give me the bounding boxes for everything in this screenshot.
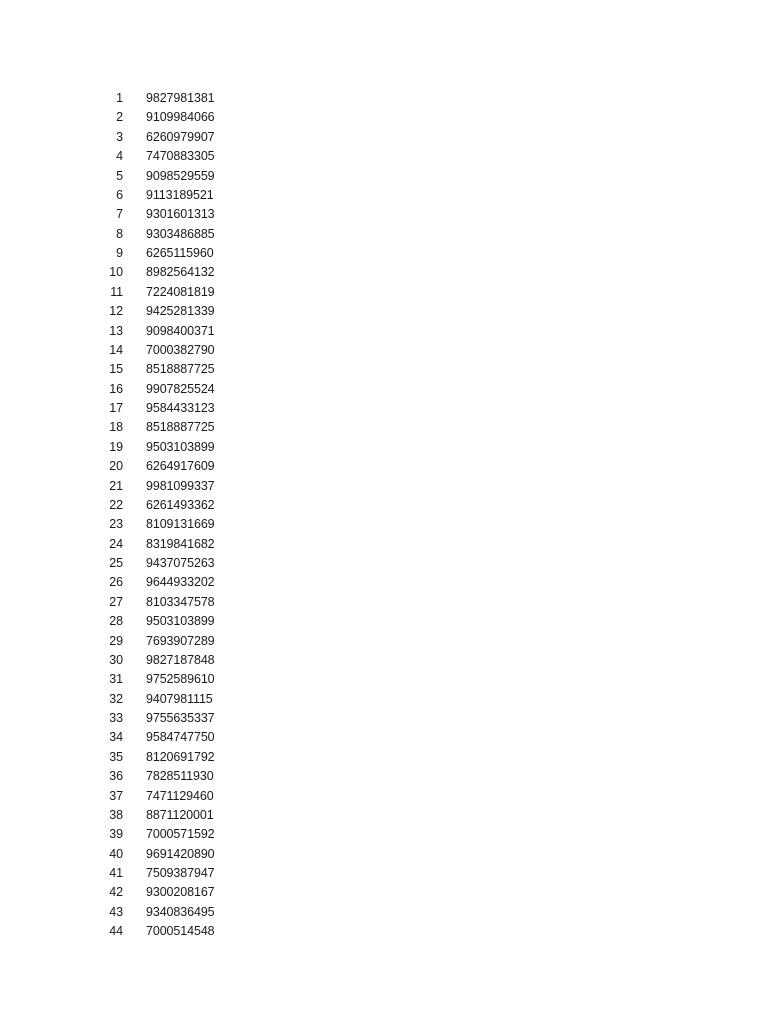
table-row: [96, 709, 236, 728]
table-row: [96, 167, 236, 186]
table-row: [96, 535, 236, 554]
phone-number: 8518887725: [146, 420, 215, 435]
phone-number: 9827187848: [146, 652, 215, 667]
row-index: 8: [116, 226, 123, 241]
column-gap: [123, 283, 146, 302]
column-gap: [123, 651, 146, 670]
phone-number: 9981099337: [146, 478, 215, 493]
row-index: 11: [110, 284, 123, 299]
row-index: 4: [116, 149, 123, 164]
table-row: [96, 283, 236, 302]
table-row: [96, 593, 236, 612]
row-index: 29: [109, 633, 123, 648]
row-index: 32: [109, 691, 123, 706]
column-gap: [123, 787, 146, 806]
table-row: [96, 496, 236, 515]
phone-number: 9425281339: [146, 304, 215, 319]
phone-number: 7509387947: [146, 866, 215, 880]
table-row: [96, 128, 236, 147]
column-gap: [123, 457, 146, 476]
row-index: 25: [109, 556, 123, 570]
table-row: [96, 767, 236, 786]
table-row: [96, 380, 236, 399]
row-index: 37: [109, 788, 123, 803]
column-gap: [123, 864, 146, 883]
phone-number: 8319841682: [146, 536, 215, 551]
table-row: [96, 108, 236, 127]
phone-number: 8982564132: [146, 265, 215, 280]
column-gap: [123, 399, 146, 418]
column-gap: [123, 535, 146, 554]
table-row: [96, 244, 236, 263]
column-gap: [123, 883, 146, 902]
table-row: [96, 922, 236, 941]
table-row: [96, 418, 236, 437]
phone-number: 9503103899: [146, 439, 215, 454]
column-gap: [123, 205, 146, 224]
column-gap: [123, 767, 146, 786]
row-index: 20: [109, 459, 123, 474]
row-index: 3: [116, 129, 123, 144]
column-gap: [123, 477, 146, 496]
row-index: 33: [109, 711, 123, 725]
row-index: 34: [109, 730, 123, 745]
phone-number: 9113189521: [146, 187, 214, 202]
column-gap: [123, 147, 146, 166]
row-index: 28: [109, 614, 123, 629]
phone-number: 8518887725: [146, 362, 215, 377]
row-index: 15: [109, 362, 123, 377]
row-index: 41: [109, 866, 123, 880]
table-row: [96, 186, 236, 205]
table-row: [96, 263, 236, 282]
phone-number: 9827981381: [146, 91, 215, 105]
column-gap: [123, 690, 146, 709]
column-gap: [123, 903, 146, 922]
column-gap: [123, 593, 146, 612]
phone-number: 7470883305: [146, 149, 215, 164]
table-row: [96, 399, 236, 418]
row-index: 17: [109, 401, 123, 415]
phone-number: 9407981115: [146, 691, 213, 706]
phone-number: 9644933202: [146, 575, 215, 590]
phone-number: 6260979907: [146, 129, 215, 144]
table-row: [96, 690, 236, 709]
phone-number: 9301601313: [146, 207, 215, 222]
phone-number: 6261493362: [146, 497, 215, 512]
table-row: [96, 573, 236, 592]
column-gap: [123, 263, 146, 282]
row-index: 13: [109, 323, 123, 338]
table-row: [96, 89, 236, 108]
row-index: 5: [116, 168, 123, 183]
row-index: 23: [109, 517, 123, 532]
table-row: [96, 806, 236, 825]
phone-number: 8120691792: [146, 749, 215, 764]
phone-number: 7000382790: [146, 342, 215, 357]
phone-number: 9752589610: [146, 672, 215, 687]
column-gap: [123, 438, 146, 457]
column-gap: [123, 632, 146, 651]
phone-number: 9340836495: [146, 904, 215, 919]
table-row: [96, 845, 236, 864]
row-index: 14: [109, 342, 123, 357]
column-gap: [123, 322, 146, 341]
column-gap: [123, 728, 146, 747]
phone-number: 9109984066: [146, 110, 215, 125]
phone-number: 7828511930: [146, 769, 214, 784]
table-row: [96, 825, 236, 844]
phone-number: 6265115960: [146, 246, 214, 260]
column-gap: [123, 341, 146, 360]
row-index: 1: [116, 91, 123, 105]
row-index: 27: [109, 594, 123, 609]
phone-number: 7000571592: [146, 827, 215, 842]
table-row: [96, 477, 236, 496]
column-gap: [123, 418, 146, 437]
row-index: 22: [109, 497, 123, 512]
phone-number: 6264917609: [146, 459, 215, 474]
table-row: [96, 205, 236, 224]
phone-number: 8103347578: [146, 594, 215, 609]
column-gap: [123, 806, 146, 825]
column-gap: [123, 380, 146, 399]
row-index: 21: [109, 478, 123, 493]
row-index: 9: [116, 246, 123, 260]
table-row: [96, 341, 236, 360]
phone-number: 9303486885: [146, 226, 215, 241]
phone-number: 9907825524: [146, 381, 215, 396]
column-gap: [123, 922, 146, 941]
column-gap: [123, 244, 146, 263]
row-index: 43: [109, 904, 123, 919]
phone-number: 9584433123: [146, 401, 215, 415]
table-row: [96, 322, 236, 341]
table-row: [96, 147, 236, 166]
table-row: [96, 787, 236, 806]
column-gap: [123, 496, 146, 515]
row-index: 6: [116, 187, 123, 202]
column-gap: [123, 845, 146, 864]
phone-number: 8871120001: [146, 807, 214, 822]
phone-number: 9098529559: [146, 168, 215, 183]
column-gap: [123, 515, 146, 534]
row-index: 10: [109, 265, 123, 280]
row-index: 18: [109, 420, 123, 435]
table-row: [96, 632, 236, 651]
column-gap: [123, 89, 146, 108]
column-gap: [123, 360, 146, 379]
column-gap: [123, 128, 146, 147]
row-index: 2: [116, 110, 123, 125]
table-row: [96, 554, 236, 573]
row-index: 31: [109, 672, 123, 687]
row-index: 35: [109, 749, 123, 764]
phone-number: 9503103899: [146, 614, 215, 629]
phone-number: 7471129460: [146, 788, 214, 803]
table-row: [96, 903, 236, 922]
table-row: [96, 360, 236, 379]
table-row: [96, 457, 236, 476]
row-index: 36: [109, 769, 123, 784]
table-row: [96, 651, 236, 670]
phone-number: 9691420890: [146, 846, 215, 861]
row-index: 19: [109, 439, 123, 454]
column-gap: [123, 748, 146, 767]
row-index: 26: [109, 575, 123, 590]
table-row: [96, 670, 236, 689]
row-index: 24: [109, 536, 123, 551]
table-row: [96, 612, 236, 631]
phone-number: 9437075263: [146, 556, 215, 570]
table-row: [96, 748, 236, 767]
row-index: 7: [116, 207, 123, 222]
row-index: 42: [109, 885, 123, 900]
column-gap: [123, 108, 146, 127]
column-gap: [123, 186, 146, 205]
phone-number: 9098400371: [146, 323, 215, 338]
column-gap: [123, 612, 146, 631]
phone-number: 9755635337: [146, 711, 215, 725]
row-index: 16: [109, 381, 123, 396]
phone-number: 8109131669: [146, 517, 215, 532]
table-row: [96, 225, 236, 244]
table-row: [96, 864, 236, 883]
table-row: [96, 302, 236, 321]
row-index: 30: [109, 652, 123, 667]
phone-number: 7000514548: [146, 924, 215, 939]
table-row: [96, 515, 236, 534]
row-index: 40: [109, 846, 123, 861]
row-index: 38: [109, 807, 123, 822]
row-index: 12: [109, 304, 123, 319]
column-gap: [123, 825, 146, 844]
phone-number: 7224081819: [146, 284, 215, 299]
column-gap: [123, 225, 146, 244]
number-list-table: [96, 89, 236, 942]
table-row: [96, 438, 236, 457]
column-gap: [123, 709, 146, 728]
table-row: [96, 728, 236, 747]
phone-number: 9300208167: [146, 885, 215, 900]
column-gap: [123, 167, 146, 186]
row-index: 44: [109, 924, 123, 939]
phone-number: 9584747750: [146, 730, 215, 745]
column-gap: [123, 670, 146, 689]
row-index: 39: [109, 827, 123, 842]
column-gap: [123, 573, 146, 592]
phone-number: 7693907289: [146, 633, 215, 648]
table-row: [96, 883, 236, 902]
number-list-body: [96, 89, 236, 942]
column-gap: [123, 554, 146, 573]
column-gap: [123, 302, 146, 321]
